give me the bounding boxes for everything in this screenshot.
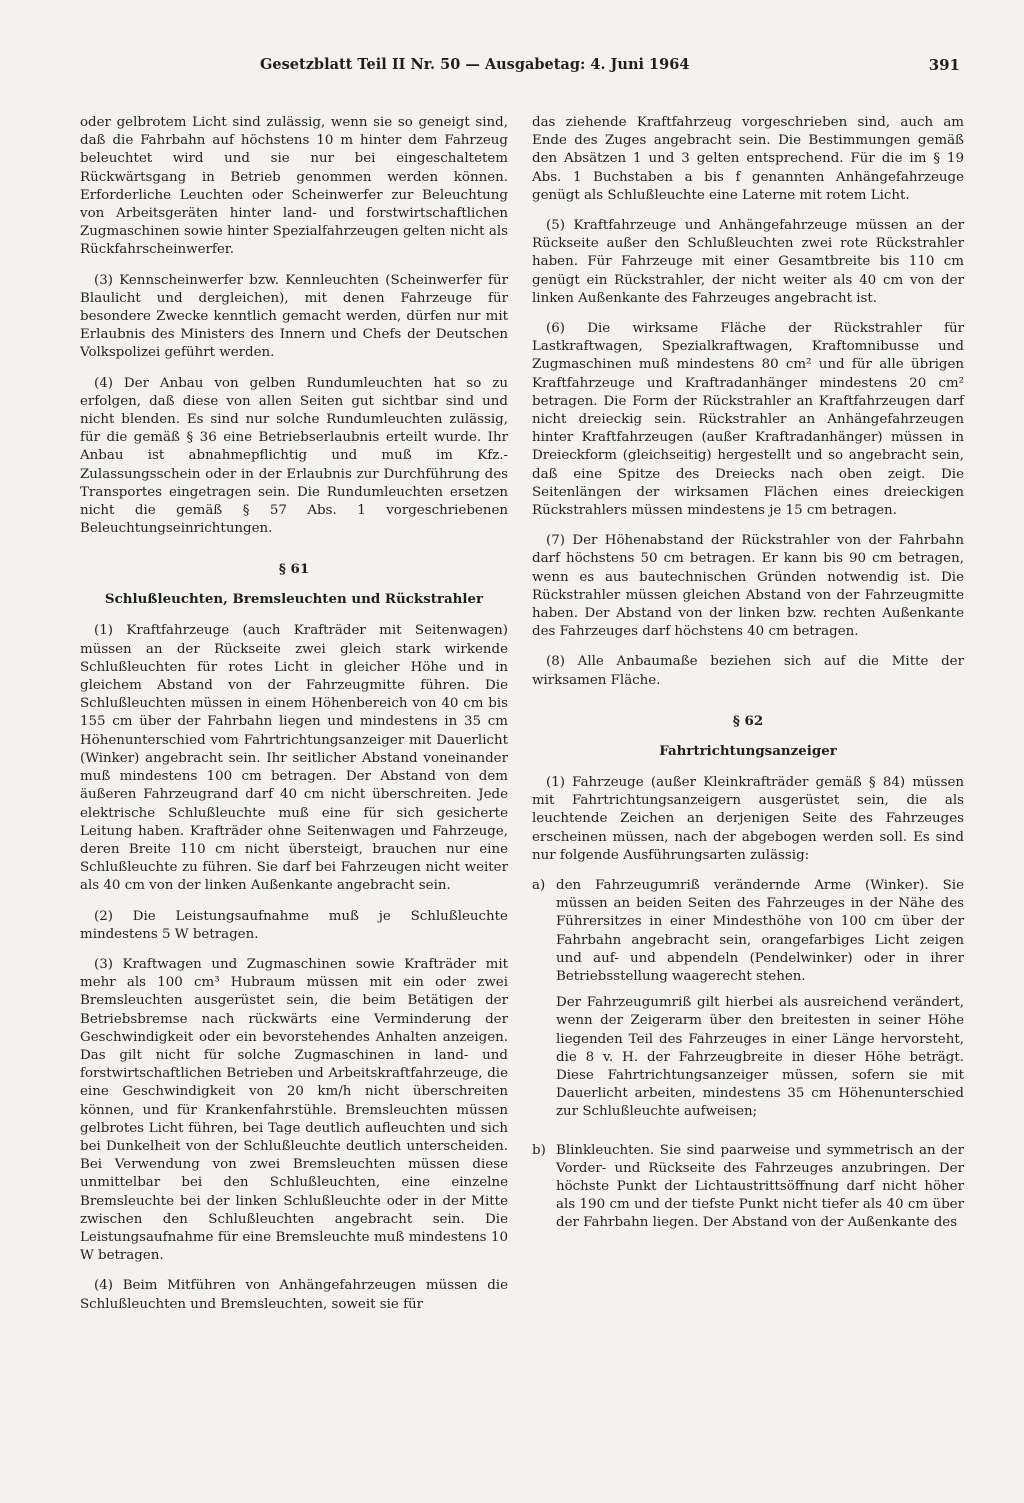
list-item-label: b)	[532, 1142, 546, 1158]
paragraph: den Fahrzeugumriß verändernde Arme (Winker). Sie müssen an beiden Seiten des Fahrzeuges in der Nähe des Führersitzes in einer Mindesthöhe von 100 cm über der Fahrbahn angebracht sein, orangefarbiges Licht zeigen und auf- und abpendeln (Pendelwinker) oder in ihrer Betriebsstellung waagerecht stehen.	[556, 877, 964, 984]
section-title: Schlußleuchten, Bremsleuchten und Rückstrahler	[104, 591, 484, 608]
paragraph: Der Fahrzeugumriß gilt hierbei als ausreichend verändert, wenn der Zeigerarm über den breitesten in seiner Höhe liegenden Teil des Fahrzeuges in einer Länge hervorsteht, die 8 v. H. der Fahrzeugbreite in dieser Höhe beträgt. Diese Fahrtrichtungsanzeiger müssen, sofern sie mit Dauerlicht arbeiten, mindestens 35 cm Höhenunterschied zur Schlußleuchte aufweisen;	[556, 995, 964, 1120]
paragraph: Blinkleuchten. Sie sind paarweise und symmetrisch an der Vorder- und Rückseite des Fahrzeuges anzubringen. Der höchste Punkt der Lichtaustrittsöffnung darf nicht höher als 190 cm und der tiefste Punkt nicht tiefer als 40 cm über der Fahrbahn liegen. Der Abstand von der Außenkante des	[556, 1142, 964, 1231]
left-column	[80, 114, 508, 1326]
list-item	[532, 1142, 964, 1241]
paragraph: oder gelbrotem Licht sind zulässig, wenn sie so geneigt sind, daß die Fahrbahn auf höchstens 10 m hinter dem Fahrzeug beleuchtet wird und sie nur bei eingeschaltetem Rückwärtsgang in Betrieb genommen werden können. Erforderliche Leuchten oder Scheinwerfer zur Beleuchtung von Arbeitsgeräten hinter land- und forstwirtschaftlichen Zugmaschinen sowie hinter Spezialfahrzeugen gelten nicht als Rückfahrscheinwerfer.	[80, 115, 508, 258]
header-title: Gesetzblatt Teil II Nr. 50 — Ausgabetag: 4. Juni 1964	[260, 56, 690, 73]
paragraph: (8) Alle Anbaumaße beziehen sich auf die Mitte der wirksamen Fläche.	[532, 654, 964, 688]
paragraph: (6) Die wirksame Fläche der Rückstrahler für Lastkraftwagen, Spezialkraftwagen, Kraftomnibusse und Zugmaschinen muß mindestens 80 cm² und für alle übrigen Kraftfahrzeuge und Kraftradanhänger mindestens 20 cm² betragen. Die Form der Rückstrahler an Kraftfahrzeugen darf nicht dreieckig sein. Rückstrahler an Anhängefahrzeugen hinter Kraftfahrzeugen (außer Kraftradanhänger) müssen in Dreieckform (gleichseitig) hergestellt und so angebracht sein, daß eine Spitze des Dreiecks nach oben zeigt. Die Seitenlängen der wirksamen Flächen eines dreieckigen Rückstrahlers müssen mindestens je 15 cm betragen.	[532, 321, 964, 519]
right-column	[532, 114, 964, 1253]
section-number: § 62	[732, 712, 764, 729]
paragraph: (2) Die Leistungsaufnahme muß je Schlußleuchte mindestens 5 W betragen.	[80, 908, 508, 942]
section-number: § 61	[278, 561, 310, 578]
paragraph: (1) Kraftfahrzeuge (auch Krafträder mit Seitenwagen) müssen an der Rückseite zwei gleich stark wirkende Schlußleuchten für rotes Licht in gleicher Höhe und in gleichem Abstand von der Fahrzeugmitte führen. Die Schlußleuchten müssen in einem Höhenbereich von 40 cm bis 155 cm über der Fahrbahn liegen und mindestens in 35 cm Höhenunterschied vom Fahrtrichtungsanzeiger mit Dauerlicht (Winker) angebracht sein. Ihr seitlicher Abstand voneinander muß mindestens 100 cm betragen. Der Abstand von dem äußeren Fahrzeugrand darf 40 cm nicht überschreiten. Jede elektrische Schlußleuchte muß eine für sich gesicherte Leitung haben. Krafträder ohne Seitenwagen und Fahrzeuge, deren Breite 110 cm nicht übersteigt, brauchen nur eine Schlußleuchte zu führen. Sie darf bei Fahrzeugen nicht weiter als 40 cm von der linken Außenkante angebracht sein.	[80, 623, 508, 894]
page-number: 391	[928, 56, 960, 74]
list-item-label: a)	[532, 877, 546, 893]
list-item-body	[556, 877, 964, 1130]
paragraph: (4) Der Anbau von gelben Rundumleuchten hat so zu erfolgen, daß diese von allen Seiten gut sichtbar sind und nicht blenden. Es sind nur solche Rundumleuchten zulässig, für die gemäß § 36 eine Betriebserlaubnis erteilt wurde. Ihr Anbau ist abnahmepflichtig und muß im Kfz.-Zulassungsschein oder in der Erlaubnis zur Durchführung des Transportes eingetragen sein. Die Rundumleuchten ersetzen nicht die gemäß § 57 Abs. 1 vorgeschriebenen Beleuchtungseinrichtungen.	[80, 375, 508, 537]
paragraph: (3) Kraftwagen und Zugmaschinen sowie Krafträder mit mehr als 100 cm³ Hubraum müssen mit ein oder zwei Bremsleuchten ausgerüstet sein, die beim Betätigen der Betriebsbremse nach rückwärts eine Verminderung der Geschwindigkeit oder ein bevorstehendes Anhalten anzeigen. Das gilt nicht für solche Zugmaschinen in land- und forstwirtschaftlichen Betrieben und Arbeitskraftfahrzeuge, die eine Geschwindigkeit von 20 km/h nicht überschreiten können, und für Krankenfahrstühle. Bremsleuchten müssen gelbrotes Licht führen, bei Tage deutlich aufleuchten und sich bei Dunkelheit von der Schlußleuchte deutlich unterscheiden. Bei Verwendung von zwei Bremsleuchten müssen diese unmittelbar bei den Schlußleuchten, eine einzelne Bremsleuchte bei der linken Schlußleuchte oder in der Mitte zwischen den Schlußleuchten angebracht sein. Die Leistungsaufnahme für eine Bremsleuchte muß mindestens 10 W betragen.	[80, 956, 508, 1264]
paragraph: (3) Kennscheinwerfer bzw. Kennleuchten (Scheinwerfer für Blaulicht und dergleichen), mit denen Fahrzeuge für besondere Zwecke kenntlich gemacht werden, dürfen nur mit Erlaubnis des Ministers des Innern und Chefs der Deutschen Volkspolizei geführt werden.	[80, 272, 508, 361]
list-item	[532, 877, 964, 1130]
paragraph: das ziehende Kraftfahrzeug vorgeschrieben sind, auch am Ende des Zuges angebracht sein. Die Bestimmungen gemäß den Absätzen 1 und 3 gelten entsprechend. Für die im § 19 Abs. 1 Buchstaben a bis f genannten Anhängefahrzeuge genügt als Schlußleuchte eine Laterne mit rotem Licht.	[532, 115, 964, 203]
paragraph: (5) Kraftfahrzeuge und Anhängefahrzeuge müssen an der Rückseite außer den Schlußleuchten zwei rote Rückstrahler haben. Für Fahrzeuge mit einer Gesamtbreite bis 110 cm genügt ein Rückstrahler, der nicht weiter als 40 cm von der linken Außenkante des Fahrzeuges angebracht ist.	[532, 218, 964, 306]
section-title: Fahrtrichtungsanzeiger	[659, 742, 837, 759]
page-header	[260, 52, 960, 78]
paragraph: (4) Beim Mitführen von Anhängefahrzeugen müssen die Schlußleuchten und Bremsleuchten, soweit sie für	[80, 1278, 508, 1312]
paragraph: (7) Der Höhenabstand der Rückstrahler von der Fahrbahn darf höchstens 50 cm betragen. Er kann bis 90 cm betragen, wenn es aus bautechnischen Gründen notwendig ist. Die Rückstrahler müssen gleichen Abstand von der Fahrzeugmitte haben. Der Abstand von der linken bzw. rechten Außenkante des Fahrzeuges darf höchstens 40 cm betragen.	[532, 533, 964, 640]
paragraph: (1) Fahrzeuge (außer Kleinkrafträder gemäß § 84) müssen mit Fahrtrichtungsanzeigern ausgerüstet sein, die als leuchtende Zeichen an derjenigen Seite des Fahrzeuges erscheinen müssen, nach der abgebogen werden soll. Es sind nur folgende Ausführungsarten zulässig:	[532, 774, 964, 863]
list-item-body	[556, 1142, 964, 1241]
